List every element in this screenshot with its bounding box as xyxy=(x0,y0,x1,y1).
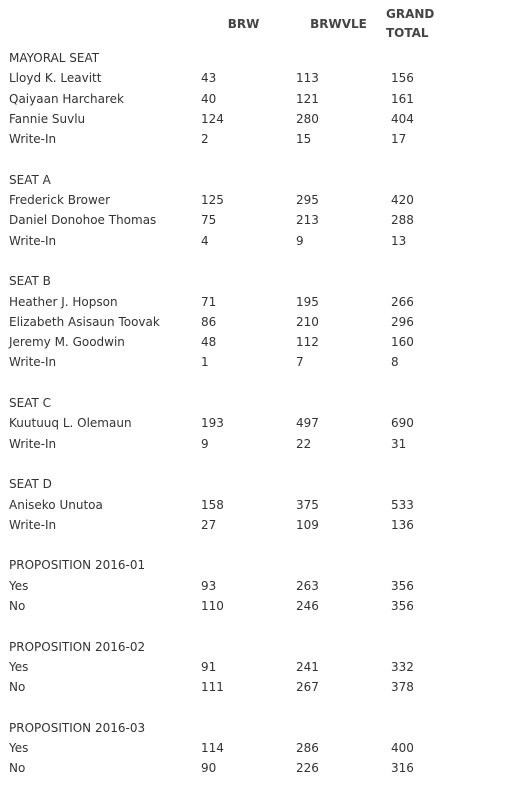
table-row xyxy=(4,231,444,251)
spacer-cell xyxy=(4,373,444,393)
table-row xyxy=(4,596,444,616)
section-spacer-row xyxy=(4,535,444,555)
brw-votes-cell: 9 xyxy=(201,436,209,451)
brwvle-votes-cell: 109 xyxy=(296,517,319,532)
section-title: SEAT D xyxy=(9,477,52,492)
brw-votes-cell: 4 xyxy=(201,233,209,248)
brw-votes-cell: 93 xyxy=(201,578,217,593)
table-row xyxy=(4,312,444,332)
candidate-name-cell: Write-In xyxy=(9,233,57,248)
candidate-name-cell: No xyxy=(9,761,26,776)
brwvle-votes-cell: 375 xyxy=(296,497,319,512)
section-spacer-row xyxy=(4,149,444,169)
grand-total-cell: 356 xyxy=(391,578,414,593)
brw-votes-cell: 114 xyxy=(201,741,224,756)
table-row xyxy=(4,515,444,535)
brw-votes-cell: 110 xyxy=(201,599,224,614)
brw-votes-cell: 48 xyxy=(201,335,217,350)
grand-total-cell: 288 xyxy=(391,213,414,228)
brwvle-votes-cell: 9 xyxy=(296,233,304,248)
brwvle-votes-cell: 15 xyxy=(296,132,312,147)
header-brw: BRW xyxy=(227,16,260,31)
grand-total-cell: 316 xyxy=(391,761,414,776)
brwvle-votes-cell: 280 xyxy=(296,111,319,126)
brw-votes-cell: 40 xyxy=(201,91,217,106)
candidate-name-cell: Heather J. Hopson xyxy=(9,294,118,309)
brw-votes-cell: 193 xyxy=(201,416,224,431)
brwvle-votes-cell: 195 xyxy=(296,294,319,309)
section-spacer-row xyxy=(4,251,444,271)
candidate-name-cell: Kuutuuq L. Olemaun xyxy=(9,416,132,431)
brwvle-votes-cell: 295 xyxy=(296,193,319,208)
candidate-name-cell: Aniseko Unutoa xyxy=(9,497,103,512)
brwvle-votes-cell: 286 xyxy=(296,741,319,756)
table-row xyxy=(4,758,444,778)
brw-votes-cell: 125 xyxy=(201,193,224,208)
brwvle-votes-cell: 113 xyxy=(296,71,319,86)
brw-votes-cell: 71 xyxy=(201,294,217,309)
grand-total-cell: 356 xyxy=(391,599,414,614)
header-row xyxy=(4,0,444,48)
candidate-name-cell: Yes xyxy=(9,741,29,756)
header-grand-total-line1: GRAND xyxy=(386,7,435,21)
grand-total-cell: 378 xyxy=(391,680,414,695)
spacer-cell xyxy=(4,251,444,271)
table-row xyxy=(4,434,444,454)
brwvle-votes-cell: 263 xyxy=(296,578,319,593)
brwvle-votes-cell: 267 xyxy=(296,680,319,695)
candidate-name-cell: Fannie Suvlu xyxy=(9,111,86,126)
candidate-name-cell: Qaiyaan Harcharek xyxy=(9,91,124,106)
section-title: PROPOSITION 2016-03 xyxy=(9,720,146,735)
grand-total-cell: 13 xyxy=(391,233,407,248)
brwvle-votes-cell: 497 xyxy=(296,416,319,431)
table-row xyxy=(4,190,444,210)
election-results-table xyxy=(4,0,444,779)
candidate-name-cell: Write-In xyxy=(9,436,57,451)
grand-total-cell: 17 xyxy=(391,132,407,147)
brw-votes-cell: 90 xyxy=(201,761,217,776)
table-row xyxy=(4,129,444,149)
grand-total-cell: 690 xyxy=(391,416,414,431)
spacer-cell xyxy=(4,616,444,636)
candidate-name-cell: No xyxy=(9,599,26,614)
brw-votes-cell: 43 xyxy=(201,71,217,86)
grand-total-cell: 420 xyxy=(391,193,414,208)
brwvle-votes-cell: 22 xyxy=(296,436,312,451)
table-row xyxy=(4,738,444,758)
brwvle-votes-cell: 7 xyxy=(296,355,304,370)
candidate-name-cell: Write-In xyxy=(9,517,57,532)
brwvle-votes-cell: 246 xyxy=(296,599,319,614)
section-title: SEAT B xyxy=(9,274,51,289)
section-title: PROPOSITION 2016-02 xyxy=(9,639,146,654)
table-row xyxy=(4,332,444,352)
section-spacer-row xyxy=(4,616,444,636)
grand-total-cell: 400 xyxy=(391,741,414,756)
table-row xyxy=(4,292,444,312)
section-header-row xyxy=(4,393,444,413)
section-spacer-row xyxy=(4,454,444,474)
candidate-name-cell: Yes xyxy=(9,578,29,593)
section-header-row xyxy=(4,637,444,657)
section-title: PROPOSITION 2016-01 xyxy=(9,558,146,573)
grand-total-cell: 8 xyxy=(391,355,399,370)
brw-votes-cell: 91 xyxy=(201,659,217,674)
spacer-cell xyxy=(4,698,444,718)
brw-votes-cell: 158 xyxy=(201,497,224,512)
candidate-name-cell: Yes xyxy=(9,659,29,674)
grand-total-cell: 533 xyxy=(391,497,414,512)
table-row xyxy=(4,576,444,596)
section-header-row xyxy=(4,271,444,291)
candidate-name-cell: Frederick Brower xyxy=(9,193,111,208)
section-spacer-row xyxy=(4,698,444,718)
brw-votes-cell: 75 xyxy=(201,213,217,228)
brwvle-votes-cell: 213 xyxy=(296,213,319,228)
candidate-name-cell: Jeremy M. Goodwin xyxy=(9,335,125,350)
brwvle-votes-cell: 210 xyxy=(296,314,319,329)
brwvle-votes-cell: 112 xyxy=(296,335,319,350)
header-grand-total-line2: TOTAL xyxy=(386,26,429,40)
table-row xyxy=(4,677,444,697)
table-header xyxy=(4,0,444,48)
section-spacer-row xyxy=(4,373,444,393)
brw-votes-cell: 86 xyxy=(201,314,217,329)
grand-total-cell: 266 xyxy=(391,294,414,309)
grand-total-cell: 160 xyxy=(391,335,414,350)
header-blank-cell xyxy=(4,0,196,48)
grand-total-cell: 404 xyxy=(391,111,414,126)
section-title: MAYORAL SEAT xyxy=(9,51,100,65)
grand-total-cell: 332 xyxy=(391,659,414,674)
table-row xyxy=(4,413,444,433)
table-row xyxy=(4,89,444,109)
candidate-name-cell: Daniel Donohoe Thomas xyxy=(9,213,157,228)
brw-votes-cell: 1 xyxy=(201,355,209,370)
brw-votes-cell: 2 xyxy=(201,132,209,147)
spacer-cell xyxy=(4,149,444,169)
candidate-name-cell: Write-In xyxy=(9,132,57,147)
spacer-cell xyxy=(4,535,444,555)
grand-total-cell: 156 xyxy=(391,71,414,86)
candidate-name-cell: Write-In xyxy=(9,355,57,370)
table-body xyxy=(4,48,444,779)
table-row xyxy=(4,68,444,88)
section-title: SEAT C xyxy=(9,396,51,411)
candidate-name-cell: Elizabeth Asisaun Toovak xyxy=(9,314,160,329)
section-header-row xyxy=(4,718,444,738)
brwvle-votes-cell: 121 xyxy=(296,91,319,106)
table-row xyxy=(4,657,444,677)
table-row xyxy=(4,210,444,230)
brw-votes-cell: 27 xyxy=(201,517,217,532)
grand-total-cell: 31 xyxy=(391,436,407,451)
table-row xyxy=(4,352,444,372)
candidate-name-cell: No xyxy=(9,680,26,695)
brw-votes-cell: 124 xyxy=(201,111,224,126)
section-header-row xyxy=(4,170,444,190)
grand-total-cell: 296 xyxy=(391,314,414,329)
brw-votes-cell: 111 xyxy=(201,680,224,695)
table-row xyxy=(4,495,444,515)
section-header-row xyxy=(4,48,444,68)
section-title: SEAT A xyxy=(9,172,51,187)
grand-total-cell: 136 xyxy=(391,517,414,532)
section-header-row xyxy=(4,474,444,494)
brwvle-votes-cell: 241 xyxy=(296,659,319,674)
header-grand-total xyxy=(386,0,444,48)
header-brwvle: BRWVLE xyxy=(310,16,367,31)
spacer-cell xyxy=(4,454,444,474)
section-header-row xyxy=(4,555,444,575)
grand-total-cell: 161 xyxy=(391,91,414,106)
candidate-name-cell: Lloyd K. Leavitt xyxy=(9,71,102,86)
table-row xyxy=(4,109,444,129)
brwvle-votes-cell: 226 xyxy=(296,761,319,776)
